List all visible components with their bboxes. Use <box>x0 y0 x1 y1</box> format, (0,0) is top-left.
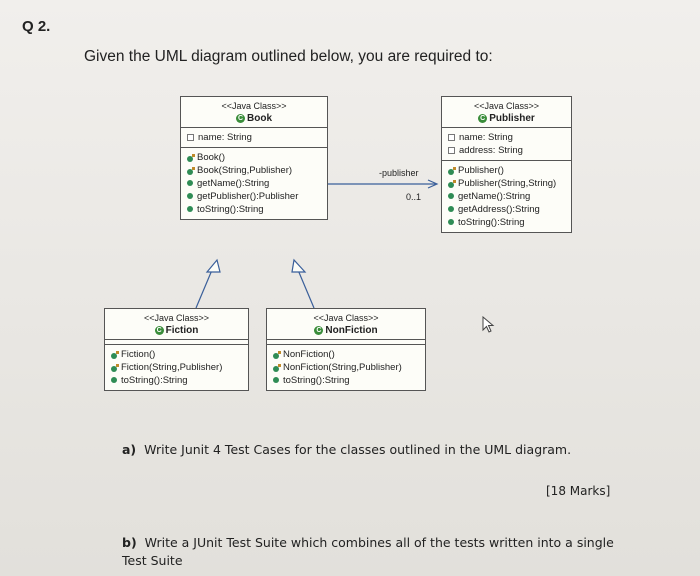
constructor-icon <box>187 167 195 174</box>
question-intro: Given the UML diagram outlined below, you are required to: <box>84 48 493 65</box>
method: Book() <box>197 152 225 163</box>
fiction-inheritance-line <box>196 270 212 308</box>
uml-class-publisher <box>441 96 572 233</box>
part-a <box>122 442 571 457</box>
methods-section <box>442 161 571 232</box>
constructor-icon <box>273 351 281 358</box>
method-icon <box>448 219 454 225</box>
constructor-icon <box>273 364 281 371</box>
method: Fiction(String,Publisher) <box>121 362 223 373</box>
class-header <box>105 309 248 340</box>
class-header <box>181 97 327 128</box>
method: getName():String <box>197 178 270 189</box>
method: toString():String <box>458 217 525 228</box>
constructor-icon <box>111 351 119 358</box>
method-icon <box>448 206 454 212</box>
stereotype: <<Java Class>> <box>143 313 210 323</box>
mouse-cursor-icon <box>482 316 496 334</box>
part-a-marks: [18 Marks] <box>546 484 611 498</box>
class-name: NonFiction <box>325 325 378 336</box>
class-header <box>442 97 571 128</box>
class-name: Fiction <box>165 325 199 336</box>
uml-class-book <box>180 96 328 220</box>
part-b-text: Write a JUnit Test Suite which combines all of the tests written into a single Test Suite <box>122 535 614 568</box>
method: getAddress():String <box>458 204 540 215</box>
uml-class-fiction <box>104 308 249 391</box>
nonfiction-inheritance-line <box>298 270 314 308</box>
methods-section <box>181 148 327 219</box>
uml-class-nonfiction <box>266 308 426 391</box>
constructor-icon <box>111 364 119 371</box>
field-icon <box>448 134 455 141</box>
field-icon <box>448 147 455 154</box>
association-multiplicity: 0..1 <box>406 192 422 202</box>
constructor-icon <box>448 167 456 174</box>
method: toString():String <box>197 204 264 215</box>
part-a-label: a) <box>122 442 137 457</box>
method-icon <box>111 377 117 383</box>
method: toString():String <box>283 375 350 386</box>
part-a-text: Write Junit 4 Test Cases for the classes outlined in the UML diagram. <box>144 442 572 457</box>
method: Publisher(String,String) <box>458 178 557 189</box>
methods-section <box>105 345 248 390</box>
field: name: String <box>459 132 513 143</box>
class-name: Book <box>247 113 272 124</box>
method: NonFiction(String,Publisher) <box>283 362 402 373</box>
constructor-icon <box>448 180 456 187</box>
method: getPublisher():Publisher <box>197 191 299 202</box>
class-icon: C <box>480 114 486 122</box>
method: Fiction() <box>121 349 156 360</box>
class-header <box>267 309 425 340</box>
method-icon <box>187 206 193 212</box>
field: name: String <box>198 132 252 143</box>
method-icon <box>187 180 193 186</box>
nonfiction-inheritance-arrowhead <box>292 260 305 272</box>
fields-section <box>442 128 571 161</box>
stereotype: <<Java Class>> <box>473 101 540 111</box>
method-icon <box>187 193 193 199</box>
fields-section <box>181 128 327 148</box>
methods-section <box>267 345 425 390</box>
method-icon <box>273 377 279 383</box>
question-number: Q 2. <box>22 18 51 35</box>
method-icon <box>448 193 454 199</box>
constructor-icon <box>187 154 195 161</box>
method: getName():String <box>458 191 531 202</box>
field-icon <box>187 134 194 141</box>
class-icon: C <box>237 114 244 122</box>
method: Publisher() <box>458 165 504 176</box>
method: toString():String <box>121 375 188 386</box>
field: address: String <box>459 145 523 156</box>
stereotype: <<Java Class>> <box>221 101 287 111</box>
association-role: -publisher <box>379 168 419 178</box>
method: Book(String,Publisher) <box>197 165 293 176</box>
method: NonFiction() <box>283 349 335 360</box>
class-icon: C <box>316 326 322 334</box>
stereotype: <<Java Class>> <box>313 313 379 323</box>
part-b-label: b) <box>122 535 137 550</box>
fiction-inheritance-arrowhead <box>207 260 220 272</box>
class-icon: C <box>156 326 162 334</box>
part-b <box>122 534 622 570</box>
class-name: Publisher <box>489 113 535 124</box>
